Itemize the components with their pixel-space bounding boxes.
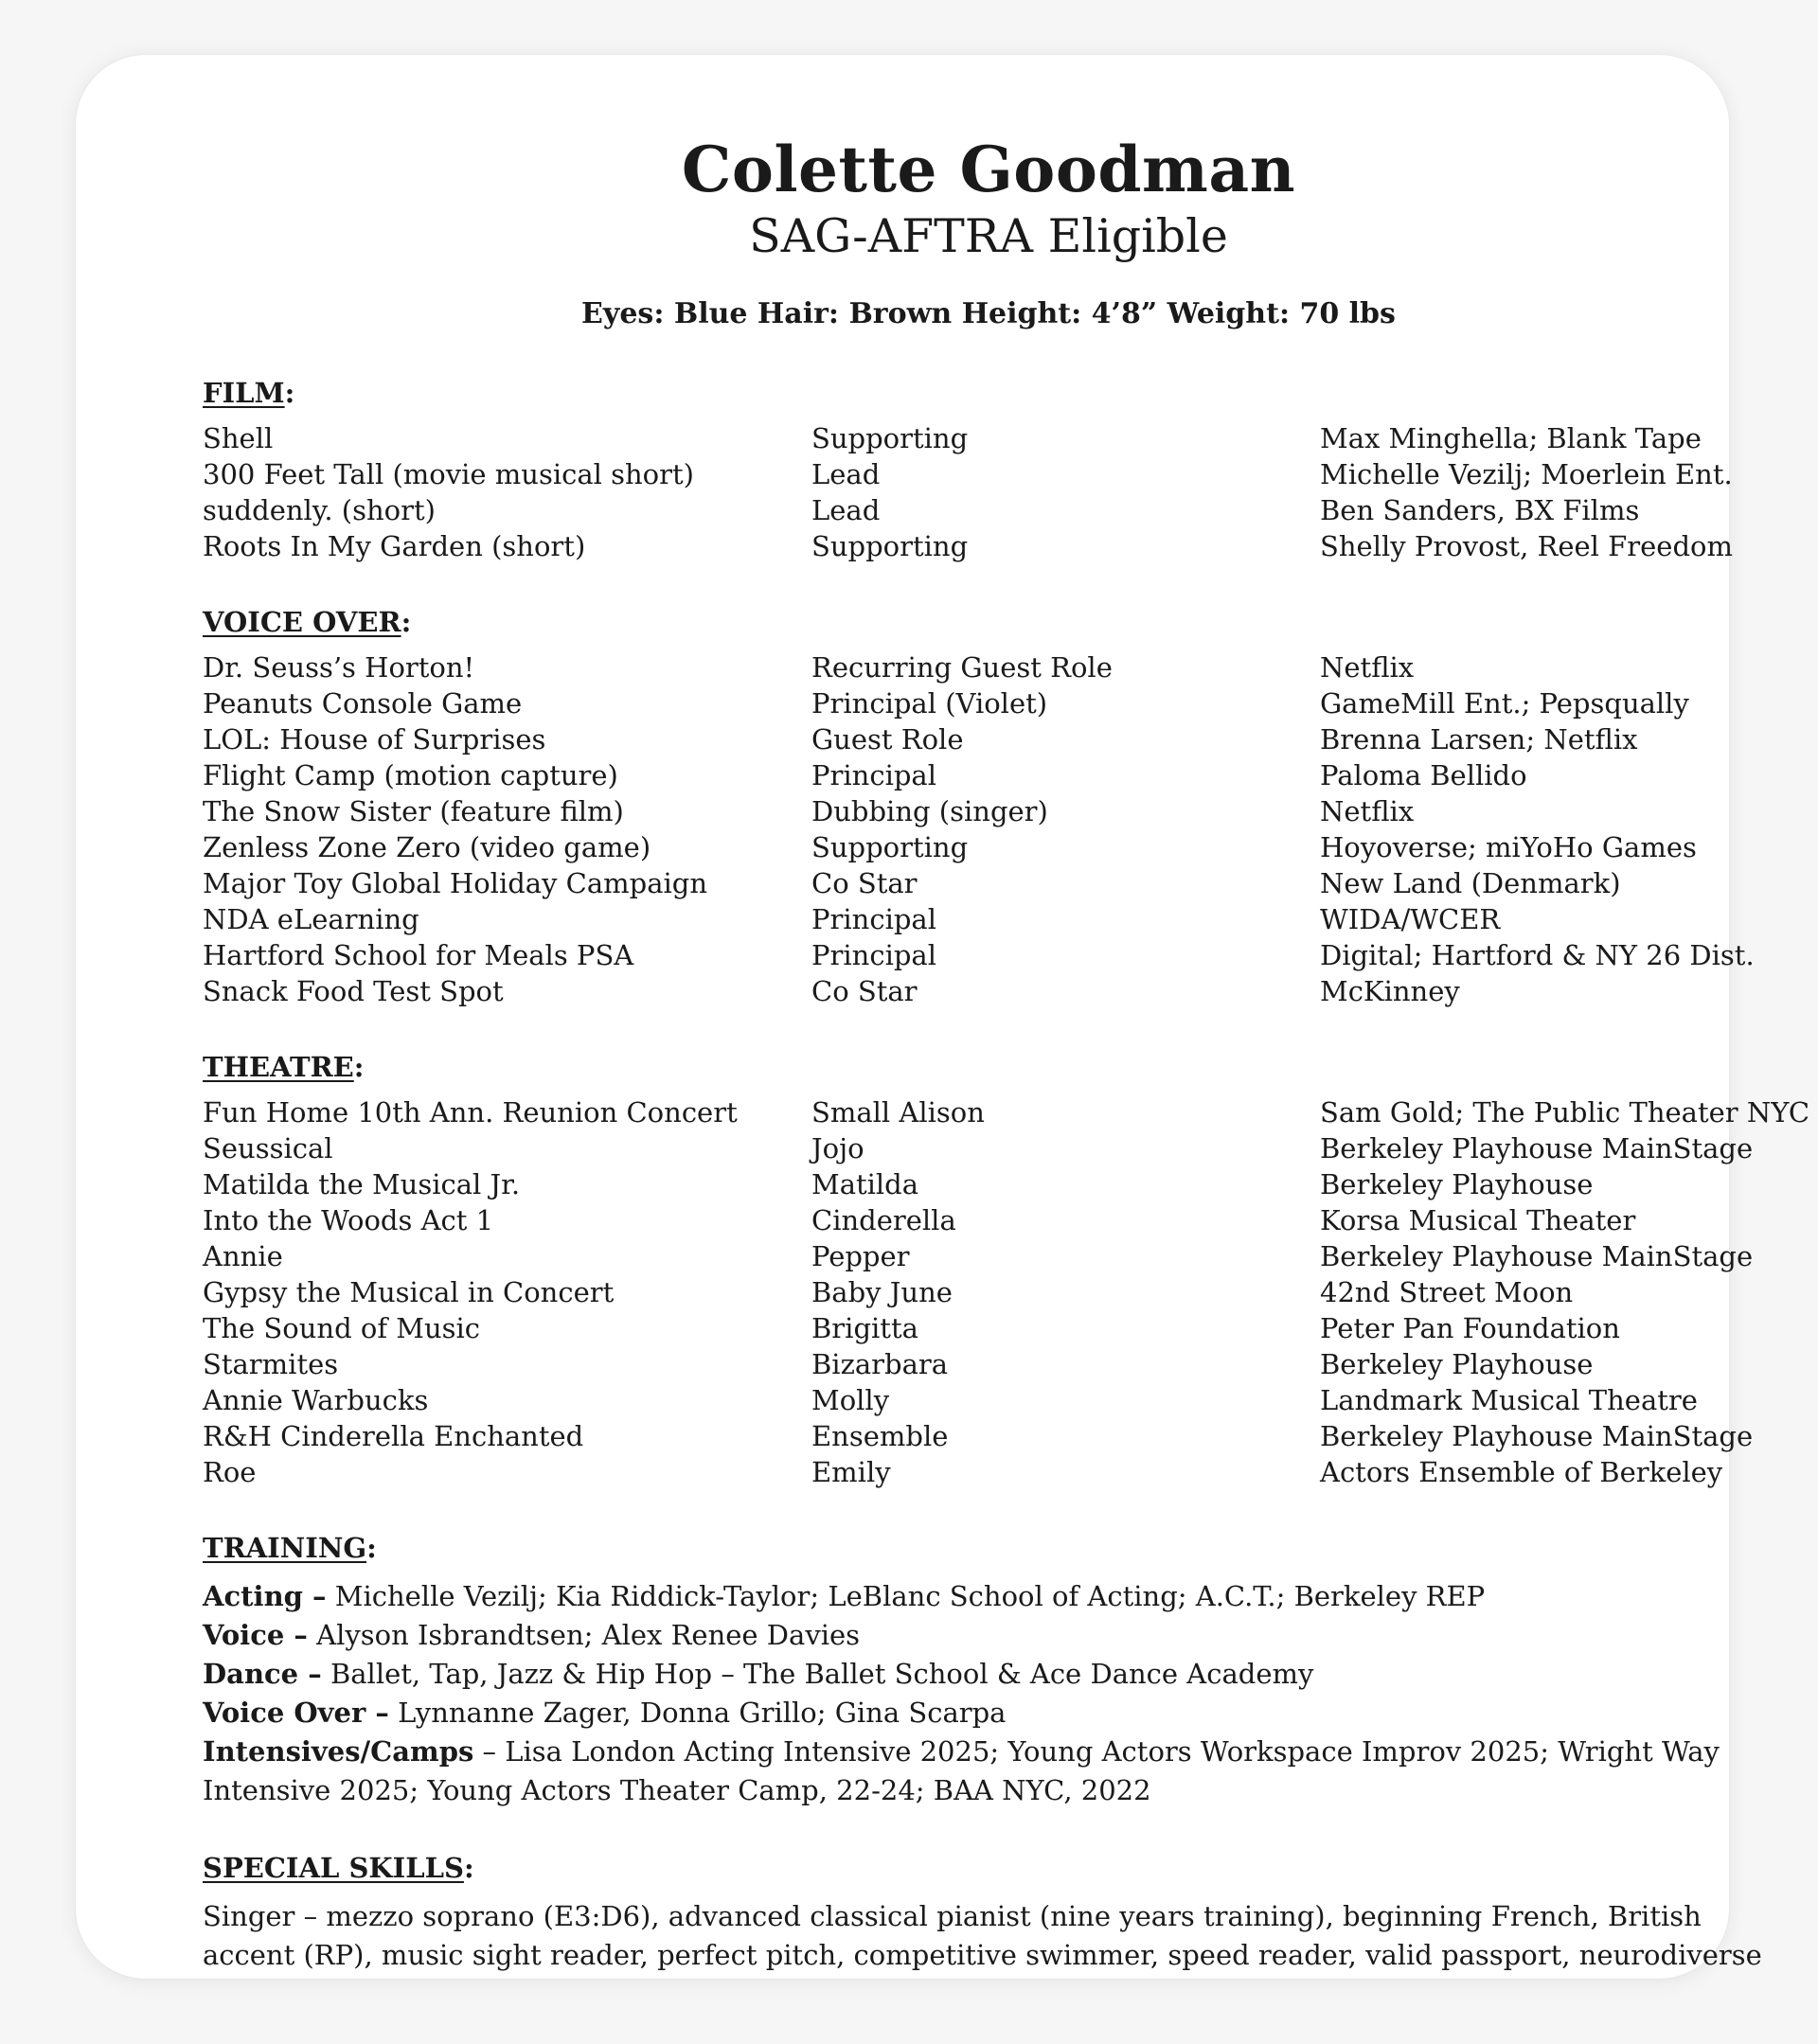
credit-title: Dr. Seuss’s Horton! [203, 651, 475, 684]
credit-title: Fun Home 10th Ann. Reunion Concert [203, 1096, 738, 1129]
credit-org: Berkeley Playhouse MainStage [1320, 1132, 1754, 1164]
credit-row [203, 757, 1774, 793]
credit-row [203, 1130, 1774, 1166]
credit-org: GameMill Ent.; Pepsqually [1320, 687, 1689, 720]
voice-over-credits [203, 649, 1774, 1009]
credit-org: Netflix [1320, 651, 1415, 684]
credit-title: Gypsy the Musical in Concert [203, 1276, 615, 1308]
credit-title: R&H Cinderella Enchanted [203, 1420, 584, 1452]
credit-org: Berkeley Playhouse MainStage [1320, 1240, 1754, 1272]
credit-role: Bizarbara [811, 1348, 949, 1380]
credit-org: Netflix [1320, 795, 1415, 827]
credit-role: Pepper [811, 1240, 910, 1272]
credit-role: Lead [811, 458, 881, 490]
credit-role: Baby June [811, 1276, 953, 1308]
training-label: Intensives/Camps [203, 1735, 474, 1768]
training-text: Ballet, Tap, Jazz & Hip Hop – The Ballet School & Ace Dance Academy [330, 1658, 1314, 1690]
credit-row [203, 1454, 1774, 1490]
credit-title: Snack Food Test Spot [203, 975, 504, 1007]
credit-role: Co Star [811, 975, 918, 1007]
resume-card [76, 55, 1810, 1979]
actor-name: Colette Goodman [681, 133, 1296, 206]
credit-row [203, 420, 1774, 456]
credit-org: Landmark Musical Theatre [1320, 1384, 1698, 1416]
credit-title: The Sound of Music [203, 1312, 481, 1344]
special-skills-text: Singer – mezzo soprano (E3:D6), advanced classical pianist (nine years training), beginning French, British accent (RP), music sight reader, perfect pitch, competitive swimmer, speed reader, valid passport, neurodiverse [203, 1900, 1762, 1971]
credit-org: 42nd Street Moon [1320, 1276, 1574, 1308]
credit-org: Michelle Vezilj; Moerlein Ent. [1320, 458, 1733, 490]
credit-org: Paloma Bellido [1320, 759, 1527, 791]
credit-org: Peter Pan Foundation [1320, 1312, 1620, 1344]
credit-row [203, 721, 1774, 757]
credit-title: The Snow Sister (feature film) [203, 795, 624, 827]
credit-org: Digital; Hartford & NY 26 Dist. [1320, 939, 1755, 971]
training-text: Lynnanne Zager, Donna Grillo; Gina Scarpa [398, 1697, 1007, 1729]
credit-title: Zenless Zone Zero (video game) [203, 831, 651, 863]
film-heading: FILM: [203, 377, 295, 409]
credit-role: Co Star [811, 867, 918, 899]
credit-title: suddenly. (short) [203, 494, 436, 526]
credit-title: Hartford School for Meals PSA [203, 939, 634, 971]
credit-title: LOL: House of Surprises [203, 723, 546, 755]
training-label: Acting – [203, 1580, 327, 1612]
training-label: Voice – [203, 1619, 308, 1651]
credit-row [203, 1202, 1774, 1238]
credit-row [203, 685, 1774, 721]
film-credits [203, 420, 1774, 564]
credit-row [203, 456, 1774, 492]
credit-org: Shelly Provost, Reel Freedom [1320, 530, 1733, 562]
training-list [203, 1577, 1774, 1810]
credit-role: Supporting [811, 831, 969, 863]
credit-role: Matilda [811, 1168, 919, 1200]
training-text: Michelle Vezilj; Kia Riddick-Taylor; LeBlanc School of Acting; A.C.T.; Berkeley REP [334, 1580, 1486, 1612]
credit-org: Berkeley Playhouse [1320, 1348, 1594, 1380]
resume-content [203, 131, 1810, 1975]
credit-row [203, 1382, 1774, 1418]
credit-role: Recurring Guest Role [811, 651, 1113, 684]
credit-row [203, 865, 1774, 901]
credit-title: 300 Feet Tall (movie musical short) [203, 458, 694, 490]
theatre-credits [203, 1094, 1810, 1490]
credit-role: Cinderella [811, 1204, 956, 1236]
credit-row [203, 492, 1774, 528]
credit-role: Jojo [811, 1132, 864, 1164]
training-heading: TRAINING: [203, 1532, 377, 1564]
credit-row [203, 973, 1774, 1009]
credit-org: Sam Gold; The Public Theater NYC [1320, 1096, 1810, 1129]
credit-row [203, 829, 1774, 865]
credit-role: Dubbing (singer) [811, 795, 1048, 827]
voice-over-heading: VOICE OVER: [203, 606, 412, 638]
training-text: – Lisa London Acting Intensive 2025; Young Actors Workspace Improv 2025; Wright Way Intensive 2025; Young Actors Theater Camp, 22-24; BAA NYC, 2022 [203, 1735, 1720, 1806]
special-skills-heading: SPECIAL SKILLS: [203, 1852, 474, 1884]
credit-title: Major Toy Global Holiday Campaign [203, 867, 708, 899]
credit-row [203, 1346, 1774, 1382]
credit-title: Into the Woods Act 1 [203, 1204, 494, 1236]
credit-title: Roe [203, 1456, 257, 1488]
training-item [203, 1655, 1793, 1694]
credit-role: Supporting [811, 422, 969, 454]
credit-org: Brenna Larsen; Netflix [1320, 723, 1638, 755]
credit-org: Berkeley Playhouse [1320, 1168, 1594, 1200]
credit-title: Starmites [203, 1348, 339, 1380]
credit-row [203, 793, 1774, 829]
credit-row [203, 1310, 1774, 1346]
credit-row [203, 528, 1774, 564]
credit-title: Annie Warbucks [203, 1384, 429, 1416]
credit-role: Principal [811, 939, 936, 971]
credit-title: Matilda the Musical Jr. [203, 1168, 521, 1200]
credit-row [203, 1094, 1810, 1130]
credit-role: Brigitta [811, 1312, 918, 1344]
training-item [203, 1616, 1793, 1655]
credit-org: New Land (Denmark) [1320, 867, 1621, 899]
credit-title: Peanuts Console Game [203, 687, 523, 720]
credit-row [203, 1274, 1774, 1310]
credit-org: WIDA/WCER [1320, 903, 1501, 935]
credit-org: Max Minghella; Blank Tape [1320, 422, 1702, 454]
credit-role: Principal [811, 759, 936, 791]
training-item [203, 1733, 1793, 1810]
credit-title: Roots In My Garden (short) [203, 530, 586, 562]
credit-org: McKinney [1320, 975, 1460, 1007]
credit-row [203, 1418, 1774, 1454]
credit-row [203, 1166, 1774, 1202]
training-text: Alyson Isbrandtsen; Alex Renee Davies [316, 1619, 861, 1651]
credit-title: Seussical [203, 1132, 333, 1164]
theatre-heading: THEATRE: [203, 1051, 365, 1083]
credit-row [203, 937, 1774, 973]
physical-stats: Eyes: Blue Hair: Brown Height: 4’8” Weight: 70 lbs [581, 297, 1396, 330]
credit-role: Principal [811, 903, 936, 935]
credit-title: Shell [203, 422, 274, 454]
credit-row [203, 1238, 1774, 1274]
credit-org: Actors Ensemble of Berkeley [1320, 1456, 1723, 1488]
credit-org: Ben Sanders, BX Films [1320, 494, 1640, 526]
credit-title: Flight Camp (motion capture) [203, 759, 618, 791]
credit-row [203, 901, 1774, 937]
credit-role: Molly [811, 1384, 890, 1416]
training-label: Dance – [203, 1658, 322, 1690]
credit-row [203, 649, 1774, 685]
credit-org: Berkeley Playhouse MainStage [1320, 1420, 1754, 1452]
credit-role: Supporting [811, 530, 969, 562]
credit-role: Ensemble [811, 1420, 949, 1452]
training-item [203, 1694, 1793, 1733]
union-status: SAG-AFTRA Eligible [749, 209, 1228, 263]
training-label: Voice Over – [203, 1697, 389, 1729]
credit-role: Emily [811, 1456, 891, 1488]
credit-role: Principal (Violet) [811, 687, 1048, 720]
credit-role: Guest Role [811, 723, 964, 755]
credit-org: Korsa Musical Theater [1320, 1204, 1636, 1236]
credit-role: Small Alison [811, 1096, 985, 1129]
credit-org: Hoyoverse; miYoHo Games [1320, 831, 1697, 863]
credit-title: Annie [203, 1240, 283, 1272]
credit-title: NDA eLearning [203, 903, 419, 935]
credit-role: Lead [811, 494, 881, 526]
training-item [203, 1577, 1793, 1616]
